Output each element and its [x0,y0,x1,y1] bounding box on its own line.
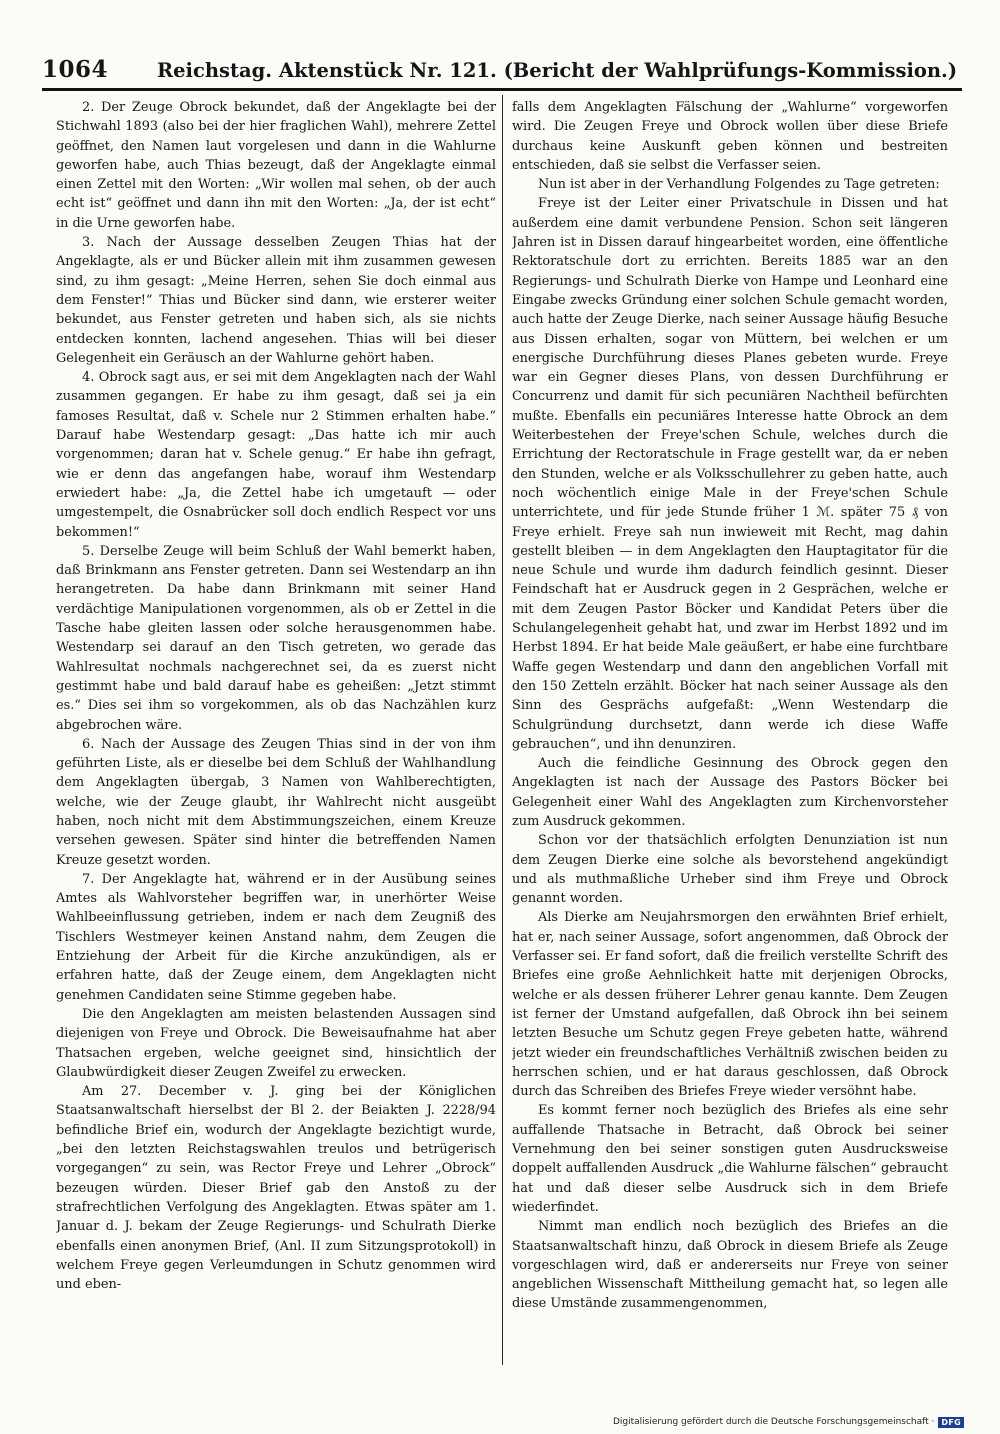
right-column [512,98,948,1368]
paragraph: 5. Derselbe Zeuge will beim Schluß der Wahl bemerkt haben, daß Brinkmann ans Fenster getreten. Dann sei Westendarp an ihn herangetreten. Da habe dann Brinkmann mit seiner Hand verdächtige Manipulationen vorgenommen, als ob er Zettel in die Tasche habe gleiten lassen oder solche herausgenommen habe. Westendarp sei darauf an den Tisch getreten, wo gerade das Wahlresultat nochmals nachgerechnet sei, da es zuerst nicht gestimmt habe und bald darauf habe es geheißen: „Jetzt stimmt es.“ Dies sei ihm so vorgekommen, als ob das Nachzählen kurz abgebrochen wäre. [56,543,496,733]
paragraph: Auch die feindliche Gesinnung des Obrock gegen den Angeklagten ist nach der Aussage des Pastors Böcker bei Gelegenheit einer Wahl des Angeklagten zum Kirchenvorsteher zum Ausdruck gekommen. [512,756,948,829]
digitization-credit [613,1415,964,1429]
header-rule [42,88,962,91]
paragraph: Freye ist der Leiter einer Privatschule in Dissen und hat außerdem eine damit verbundene Pension. Schon seit längeren Jahren ist in Dissen darauf hingearbeitet worden, eine öffentliche Rektoratschule dort zu errichten. Bereits 1885 war an den Regierungs- und Schulrath Dierke von Hampe und Leonhard eine Eingabe zwecks Gründung einer solchen Schule gemacht worden, auch hatte der Zeuge Dierke, nach seiner Aussage häufig Besuche aus Dissen erhalten, sogar von Müttern, bei welchen er um energische Durchführung dieses Planes gebeten wurde. Freye war ein Gegner dieses Plans, von dessen Durchführung er Concurrenz und damit für sich pecuniären Nachtheil befürchten mußte. Ebenfalls ein pecuniäres Interesse hatte Obrock an dem Weiterbestehen der Freye'schen Schule, welches durch die Errichtung der Rectoratschule in Frage gestellt war, da er neben den Stunden, welche er als Volksschullehrer zu geben hatte, auch noch wöchentlich einige Male in der Freye'schen Schule unterrichtete, und für jede Stunde früher 1 ℳ. später 75 ₰ von Freye erhielt. Freye sah nun inwieweit mit Recht, mag dahin gestellt bleiben — in dem Angeklagten den Hauptagitator für die neue Schule und wurde ihm dadurch feindlich gesinnt. Dieser Feindschaft hat er Ausdruck gegen in 2 Gesprächen, welche er mit dem Zeugen Pastor Böcker und Kandidat Peters über die Schulangelegenheit gehabt hat, und zwar im Herbst 1892 und im Herbst 1894. Er hat beide Male geäußert, er habe eine furchtbare Waffe gegen Westendarp und dann den angeblichen Vorfall mit den 150 Zetteln erzählt. Böcker hat nach seiner Aussage als den Sinn des Gesprächs aufgefaßt: „Wenn Westendarp die Schulgründung durchsetzt, dann werde ich diese Waffe gebrauchen“, und ihn denunziren. [512,196,948,752]
paragraph: Nun ist aber in der Verhandlung Folgendes zu Tage getreten: [538,177,940,193]
paragraph: falls dem Angeklagten Fälschung der „Wahlurne“ vorgeworfen wird. Die Zeugen Freye und Obrock wollen über diese Briefe durchaus keine Auskunft geben können und bestreiten entschieden, daß sie selbst die Verfasser seien. [512,100,948,173]
column-divider [502,95,503,1365]
running-title: Reichstag. Aktenstück Nr. 121. (Bericht der Wahlprüfungs-Kommission.) [156,59,958,82]
paragraph: Die den Angeklagten am meisten belastenden Aussagen sind diejenigen von Freye und Obrock. Die Beweisaufnahme hat aber Thatsachen ergeben, welche geeignet sind, hinsichtlich der Glaubwürdigkeit dieser Zeugen Zweifel zu erwecken. [56,1006,496,1080]
paragraph: Es kommt ferner noch bezüglich des Briefes als eine sehr auffallende Thatsache in Betracht, daß Obrock bei seiner Vernehmung den bei seiner sonstigen guten Ausdrucksweise doppelt auffallenden Ausdruck „die Wahlurne fälschen“ gebraucht hat und daß dieser selbe Ausdruck sich in dem Briefe wiederfindet. [512,1103,948,1215]
paragraph: 6. Nach der Aussage des Zeugen Thias sind in der von ihm geführten Liste, als er dieselbe bei dem Schluß der Wahlhandlung dem Angeklagten übergab, 3 Namen von Wahlberechtigten, welche, wie der Zeuge glaubt, ihr Wahlrecht nicht ausgeübt haben, noch nicht mit dem Abstimmungszeichen, einem Kreuze versehen gewesen. Später sind hinter die betreffenden Namen Kreuze gesetzt worden. [56,736,496,868]
paragraph: 7. Der Angeklagte hat, während er in der Ausübung seines Amtes als Wahlvorsteher begriffen war, in unerhörter Weise Wahlbeeinflussung getrieben, indem er nach dem Zeugniß des Tischlers Westmeyer keinen Anstand nahm, dem Zeugen die Entziehung der Arbeit für die Kirche anzukündigen, als er erfahren hatte, daß der Zeuge einem, dem Angeklagten nicht genehmen Candidaten seine Stimme gegeben habe. [56,871,496,1003]
paragraph: Am 27. December v. J. ging bei der Königlichen Staatsanwaltschaft hierselbst der Bl 2. der Beiakten J. 2228/94 befindliche Brief ein, wodurch der Angeklagte bezichtigt wurde, „bei den letzten Reichstagswahlen treulos und betrügerisch vorgegangen“ zu sein, was Rector Freye und Lehrer „Obrock“ bezeugen würden. Dieser Brief gab den Anstoß zu der strafrechtlichen Verfolgung des Angeklagten. Etwas später am 1. Januar d. J. bekam der Zeuge Regierungs- und Schulrath Dierke ebenfalls einen anonymen Brief, (Anl. II zum Sitzungsprotokoll) in welchem Freye gegen Verleumdungen in Schutz genommen wird und eben- [56,1084,496,1293]
paragraph: 3. Nach der Aussage desselben Zeugen Thias hat der Angeklagte, als er und Bücker allein mit ihm zusammen gewesen sind, zu ihm gesagt: „Meine Herren, sehen Sie doch einmal aus dem Fenster!“ Thias und Bücker sind dann, wie ersterer weiter bekundet, aus Fenster getreten und haben sich, als sie nichts entdecken konnten, lachend angesehen. Thias will bei dieser Gelegenheit ein Geräusch an der Wahlurne gehört haben. [56,235,496,366]
left-column [56,98,496,1368]
paragraph: 4. Obrock sagt aus, er sei mit dem Angeklagten nach der Wahl zusammen gegangen. Er habe zu ihm gesagt, daß sei ja ein famoses Resultat, daß v. Schele nur 2 Stimmen erhalten habe.“ Darauf habe Westendarp gesagt: „Das hatte ich mir auch vorgenommen; daran hat v. Schele genug.“ Er habe ihn gefragt, wie er denn das angefangen habe, worauf ihm Westendarp erwiedert habe: „Ja, die Zettel habe ich umgetauft — oder umgestempelt, die Osnabrücker soll doch endlich Respect vor uns bekommen!“ [56,370,496,540]
paragraph: Nimmt man endlich noch bezüglich des Briefes an die Staatsanwaltschaft hinzu, daß Obrock in diesem Briefe als Zeuge vorgeschlagen wird, daß er andererseits nur Freye von seiner angeblichen Wissenschaft Mittheilung gemacht hat, so legen alle diese Umstände zusammengenommen, [512,1219,948,1312]
paragraph: 2. Der Zeuge Obrock bekundet, daß der Angeklagte bei der Stichwahl 1893 (also bei der hier fraglichen Wahl), mehrere Zettel geöffnet, den Namen laut vorgelesen und dann in die Wahlurne geworfen habe, auch Thias bezeugt, daß der Angeklagte einmal einen Zettel mit den Worten: „Wir wollen mal sehen, ob der auch echt ist“ geöffnet und dann ihn mit den Worten: „Ja, der ist echt“ in die Urne geworfen habe. [56,100,496,231]
paragraph: Schon vor der thatsächlich erfolgten Denunziation ist nun dem Zeugen Dierke eine solche als bevorstehend angekündigt und als muthmaßliche Urheber sind ihm Freye und Obrock genannt worden. [512,833,948,907]
paragraph: Als Dierke am Neujahrsmorgen den erwähnten Brief erhielt, hat er, nach seiner Aussage, sofort angenommen, daß Obrock der Verfasser sei. Er fand sofort, daß die freilich verstellte Schrift des Briefes eine große Aehnlichkeit hatte mit derjenigen Obrocks, welche er als dessen früherer Lehrer genau kannte. Dem Zeugen ist ferner der Umstand aufgefallen, daß Obrock ihn bei seinem letzten Besuche um Schutz gegen Freye gebeten hatte, während jetzt wieder ein freundschaftliches Verhältniß zwischen beiden zu herrschen schien, und er hat daraus geschlossen, daß Obrock durch das Schreiben des Briefes Freye wieder versöhnt habe. [512,910,948,1100]
page-header [42,56,962,84]
dfg-logo-icon: DFG [938,1417,964,1428]
credit-text: Digitalisierung gefördert durch die Deutsche Forschungsgemeinschaft · [612,1417,935,1427]
page-number: 1064 [42,56,109,83]
